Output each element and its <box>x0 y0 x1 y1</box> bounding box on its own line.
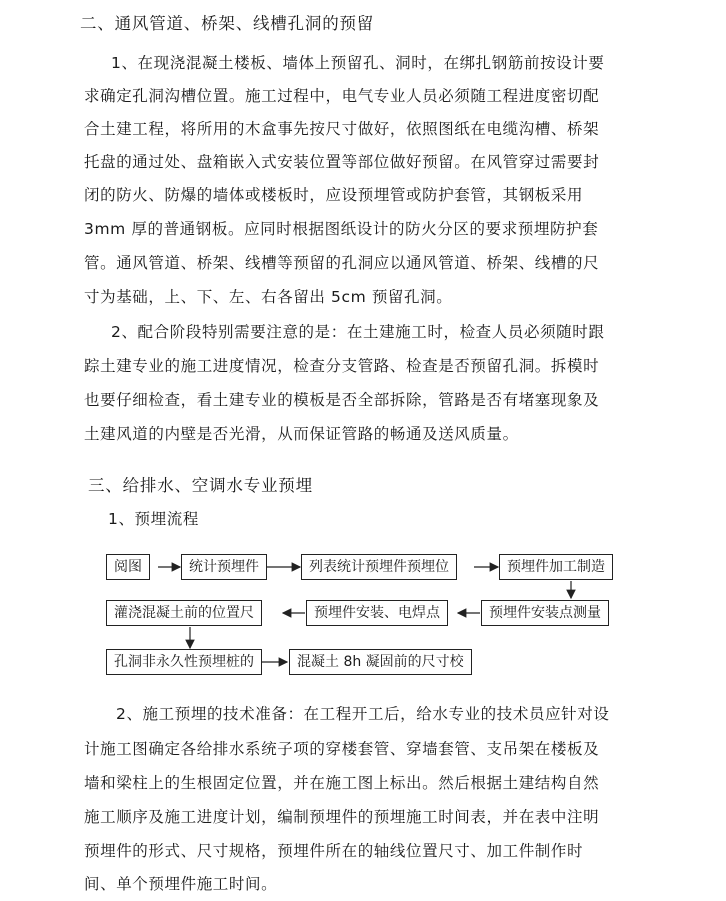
paragraph-line: 2、施工预埋的技术准备：在工程开工后，给水专业的技术员应针对设 <box>116 705 610 723</box>
paragraph-line: 寸为基础，上、下、左、右各留出 5cm 预留孔洞。 <box>84 288 453 306</box>
paragraph-line: 施工顺序及施工进度计划，编制预埋件的预埋施工时间表，并在表中注明 <box>84 808 600 826</box>
paragraph-line: 管。通风管道、桥架、线槽等预留的孔洞应以通风管道、桥架、线槽的尺 <box>84 254 600 272</box>
flow-subheading: 1、预埋流程 <box>108 510 199 528</box>
flow-box-pre-pour-check: 灌浇混凝土前的位置尺 <box>106 600 262 626</box>
flow-box-install-weld: 预埋件安装、电焊点 <box>306 600 448 626</box>
section-2-heading: 二、通风管道、桥架、线槽孔洞的预留 <box>80 14 375 33</box>
paragraph-line: 土建风道的内壁是否光滑，从而保证管路的畅通及送风质量。 <box>84 425 519 443</box>
flow-box-survey: 预埋件安装点测量 <box>481 600 609 626</box>
flow-box-list-positions: 列表统计预埋件预埋位 <box>301 554 457 580</box>
paragraph-line: 间、单个预埋件施工时间。 <box>84 875 278 893</box>
flow-box-count-parts: 统计预埋件 <box>181 554 267 580</box>
paragraph-line: 2、配合阶段特别需要注意的是：在土建施工时，检查人员必须随时跟 <box>111 323 605 341</box>
flow-box-read-drawings: 阅图 <box>106 554 150 580</box>
paragraph-line: 墙和梁柱上的生根固定位置，并在施工图上标出。然后根据土建结构自然 <box>84 774 600 792</box>
flow-box-temporary-stakes: 孔洞非永久性预埋桩的 <box>106 649 262 675</box>
paragraph-line: 求确定孔洞沟槽位置。施工过程中，电气专业人员必须随工程进度密切配 <box>84 87 600 105</box>
paragraph-line: 也要仔细检查，看土建专业的模板是否全部拆除，管路是否有堵塞现象及 <box>84 391 600 409</box>
paragraph-line: 计施工图确定各给排水系统子项的穿楼套管、穿墙套管、支吊架在楼板及 <box>84 740 600 758</box>
paragraph-line: 踪土建专业的施工进度情况，检查分支管路、检查是否预留孔洞。拆模时 <box>84 357 600 375</box>
paragraph-line: 3mm 厚的普通钢板。应同时根据图纸设计的防火分区的要求预埋防护套 <box>84 220 599 238</box>
flow-box-8h-check: 混凝土 8h 凝固前的尺寸校 <box>289 649 472 675</box>
section-3-heading: 三、给排水、空调水专业预埋 <box>88 476 313 495</box>
paragraph-line: 闭的防火、防爆的墙体或楼板时，应设预埋管或防护套管，其钢板采用 <box>84 186 584 204</box>
paragraph-line: 1、在现浇混凝土楼板、墙体上预留孔、洞时，在绑扎钢筋前按设计要 <box>111 54 605 72</box>
paragraph-line: 合土建工程，将所用的木盒事先按尺寸做好，依照图纸在电缆沟槽、桥架 <box>84 120 600 138</box>
paragraph-line: 托盘的通过处、盘箱嵌入式安装位置等部位做好预留。在风管穿过需要封 <box>84 153 600 171</box>
paragraph-line: 预埋件的形式、尺寸规格，预埋件所在的轴线位置尺寸、加工件制作时 <box>84 842 584 860</box>
flow-box-fabrication: 预埋件加工制造 <box>499 554 613 580</box>
